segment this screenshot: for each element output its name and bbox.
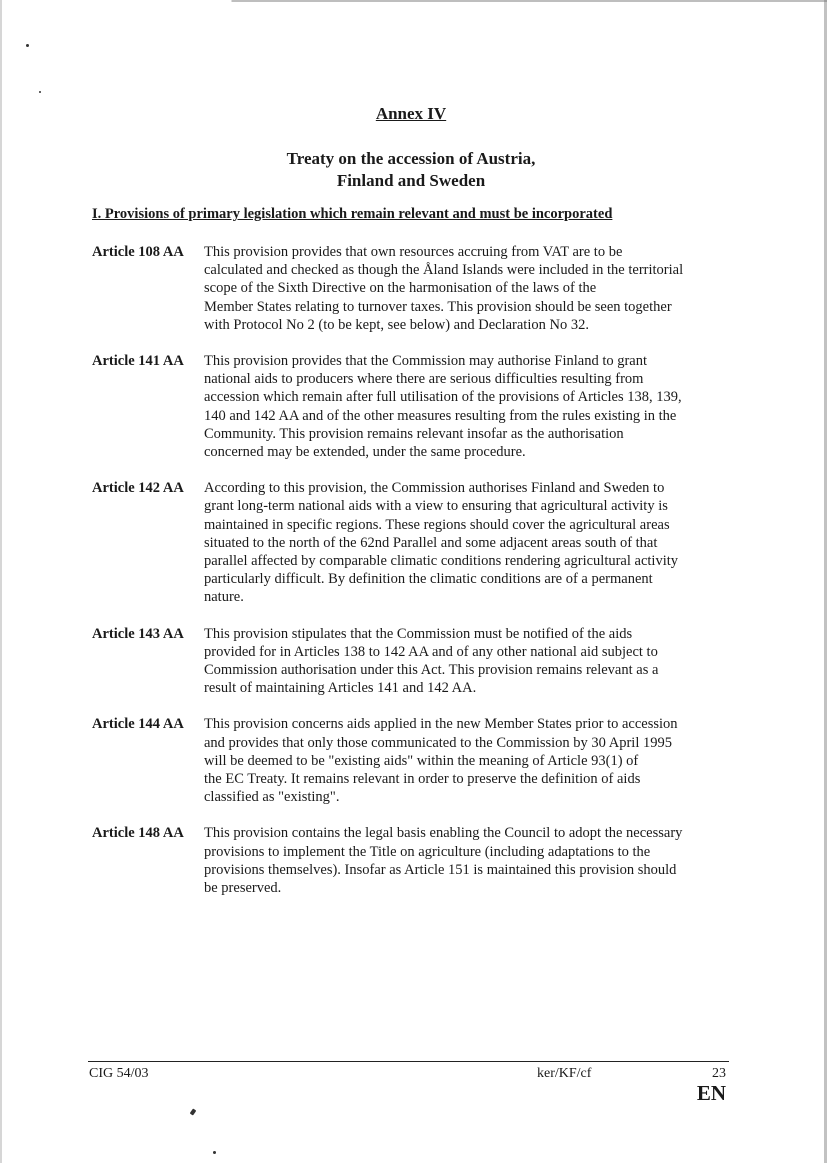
article-text-line: Commission authorisation under this Act. This provision remains relevant as a <box>204 662 659 679</box>
article-text-line: Member States relating to turnover taxes. This provision should be seen together <box>204 298 672 315</box>
article-text-line: situated to the north of the 62nd Parallel and some adjacent areas south of that <box>204 534 658 551</box>
article-text-line: According to this provision, the Commission authorises Finland and Sweden to <box>204 480 665 497</box>
article-entry <box>92 625 737 698</box>
article-text-line: concerned may be extended, under the same procedure. <box>204 444 526 461</box>
article-text-line: particularly difficult. By definition the climatic conditions are of a permanent <box>204 571 653 588</box>
page-scan-edge-top <box>0 0 827 2</box>
article-text-line: This provision provides that the Commission may authorise Finland to grant <box>204 353 648 370</box>
article-entry <box>92 479 737 606</box>
article-text-line: provided for in Articles 138 to 142 AA and of any other national aid subject to <box>204 643 658 660</box>
article-text-line: and provides that only those communicated to the Commission by 30 April 1995 <box>204 734 672 751</box>
article-text-line: provisions themselves). Insofar as Article 151 is maintained this provision should <box>204 861 677 878</box>
scan-speck <box>190 1108 197 1115</box>
article-text-line: This provision stipulates that the Commission must be notified of the aids <box>204 625 633 642</box>
article-label: Article 144 AA <box>92 716 184 733</box>
article-text-line: with Protocol No 2 (to be kept, see below) and Declaration No 32. <box>204 316 589 333</box>
article-text <box>204 625 737 698</box>
article-text-line: This provision contains the legal basis enabling the Council to adopt the necessary <box>204 825 683 842</box>
typist-code: ker/KF/cf <box>537 1066 592 1081</box>
article-text <box>204 715 737 806</box>
article-entry <box>92 715 737 806</box>
article-text-line: This provision concerns aids applied in the new Member States prior to accession <box>204 716 678 733</box>
page-number: 23 <box>712 1066 726 1081</box>
article-text-line: the EC Treaty. It remains relevant in order to preserve the definition of aids <box>204 771 641 788</box>
article-text-line: parallel affected by comparable climatic conditions rendering agricultural activity <box>204 553 679 570</box>
article-text-line: grant long-term national aids with a view to ensuring that agricultural activity is <box>204 498 668 515</box>
article-entry <box>92 243 737 334</box>
article-text <box>204 243 737 334</box>
article-text-line: maintained in specific regions. These regions should cover the agricultural areas <box>204 516 670 533</box>
article-text-line: result of maintaining Articles 141 and 142 AA. <box>204 680 477 697</box>
article-list <box>92 243 737 915</box>
scan-speck <box>213 1151 216 1154</box>
annex-title: Annex IV <box>375 104 447 123</box>
article-text-line: 140 and 142 AA and of the other measures resulting from the rules existing in the <box>204 407 677 424</box>
article-text-line: national aids to producers where there are serious difficulties resulting from <box>204 371 644 388</box>
article-label: Article 148 AA <box>92 825 184 842</box>
article-text-line: nature. <box>204 589 244 606</box>
article-label: Article 143 AA <box>92 625 184 642</box>
article-text <box>204 352 737 461</box>
article-text-line: scope of the Sixth Directive on the harmonisation of the laws of the <box>204 280 597 297</box>
article-text <box>204 824 737 897</box>
article-text-line: accession which remain after full utilisation of the provisions of Articles 138, 139, <box>204 389 682 406</box>
document-reference: CIG 54/03 <box>89 1066 149 1081</box>
article-text-line: provisions to implement the Title on agriculture (including adaptations to the <box>204 843 651 860</box>
treaty-title-line: Finland and Sweden <box>336 171 486 190</box>
article-entry <box>92 352 737 461</box>
article-text <box>204 479 737 606</box>
treaty-title <box>0 148 822 192</box>
article-text-line: be preserved. <box>204 880 282 897</box>
article-label: Article 141 AA <box>92 353 184 370</box>
scan-speck <box>39 91 41 93</box>
article-text-line: calculated and checked as though the Åland Islands were included in the territorial <box>204 262 684 279</box>
footer-divider <box>88 1061 729 1062</box>
article-text-line: Community. This provision remains relevant insofar as the authorisation <box>204 425 624 442</box>
article-label: Article 142 AA <box>92 480 184 497</box>
language-code: EN <box>696 1081 726 1105</box>
scan-speck <box>26 44 29 47</box>
article-text-line: will be deemed to be "existing aids" within the meaning of Article 93(1) of <box>204 752 639 769</box>
article-text-line: This provision provides that own resources accruing from VAT are to be <box>204 244 623 260</box>
section-heading: I. Provisions of primary legislation which remain relevant and must be incorporated <box>92 206 613 222</box>
treaty-title-line: Treaty on the accession of Austria, <box>286 149 536 168</box>
article-entry <box>92 824 737 897</box>
article-label: Article 108 AA <box>92 244 184 260</box>
article-text-line: classified as "existing". <box>204 789 340 806</box>
